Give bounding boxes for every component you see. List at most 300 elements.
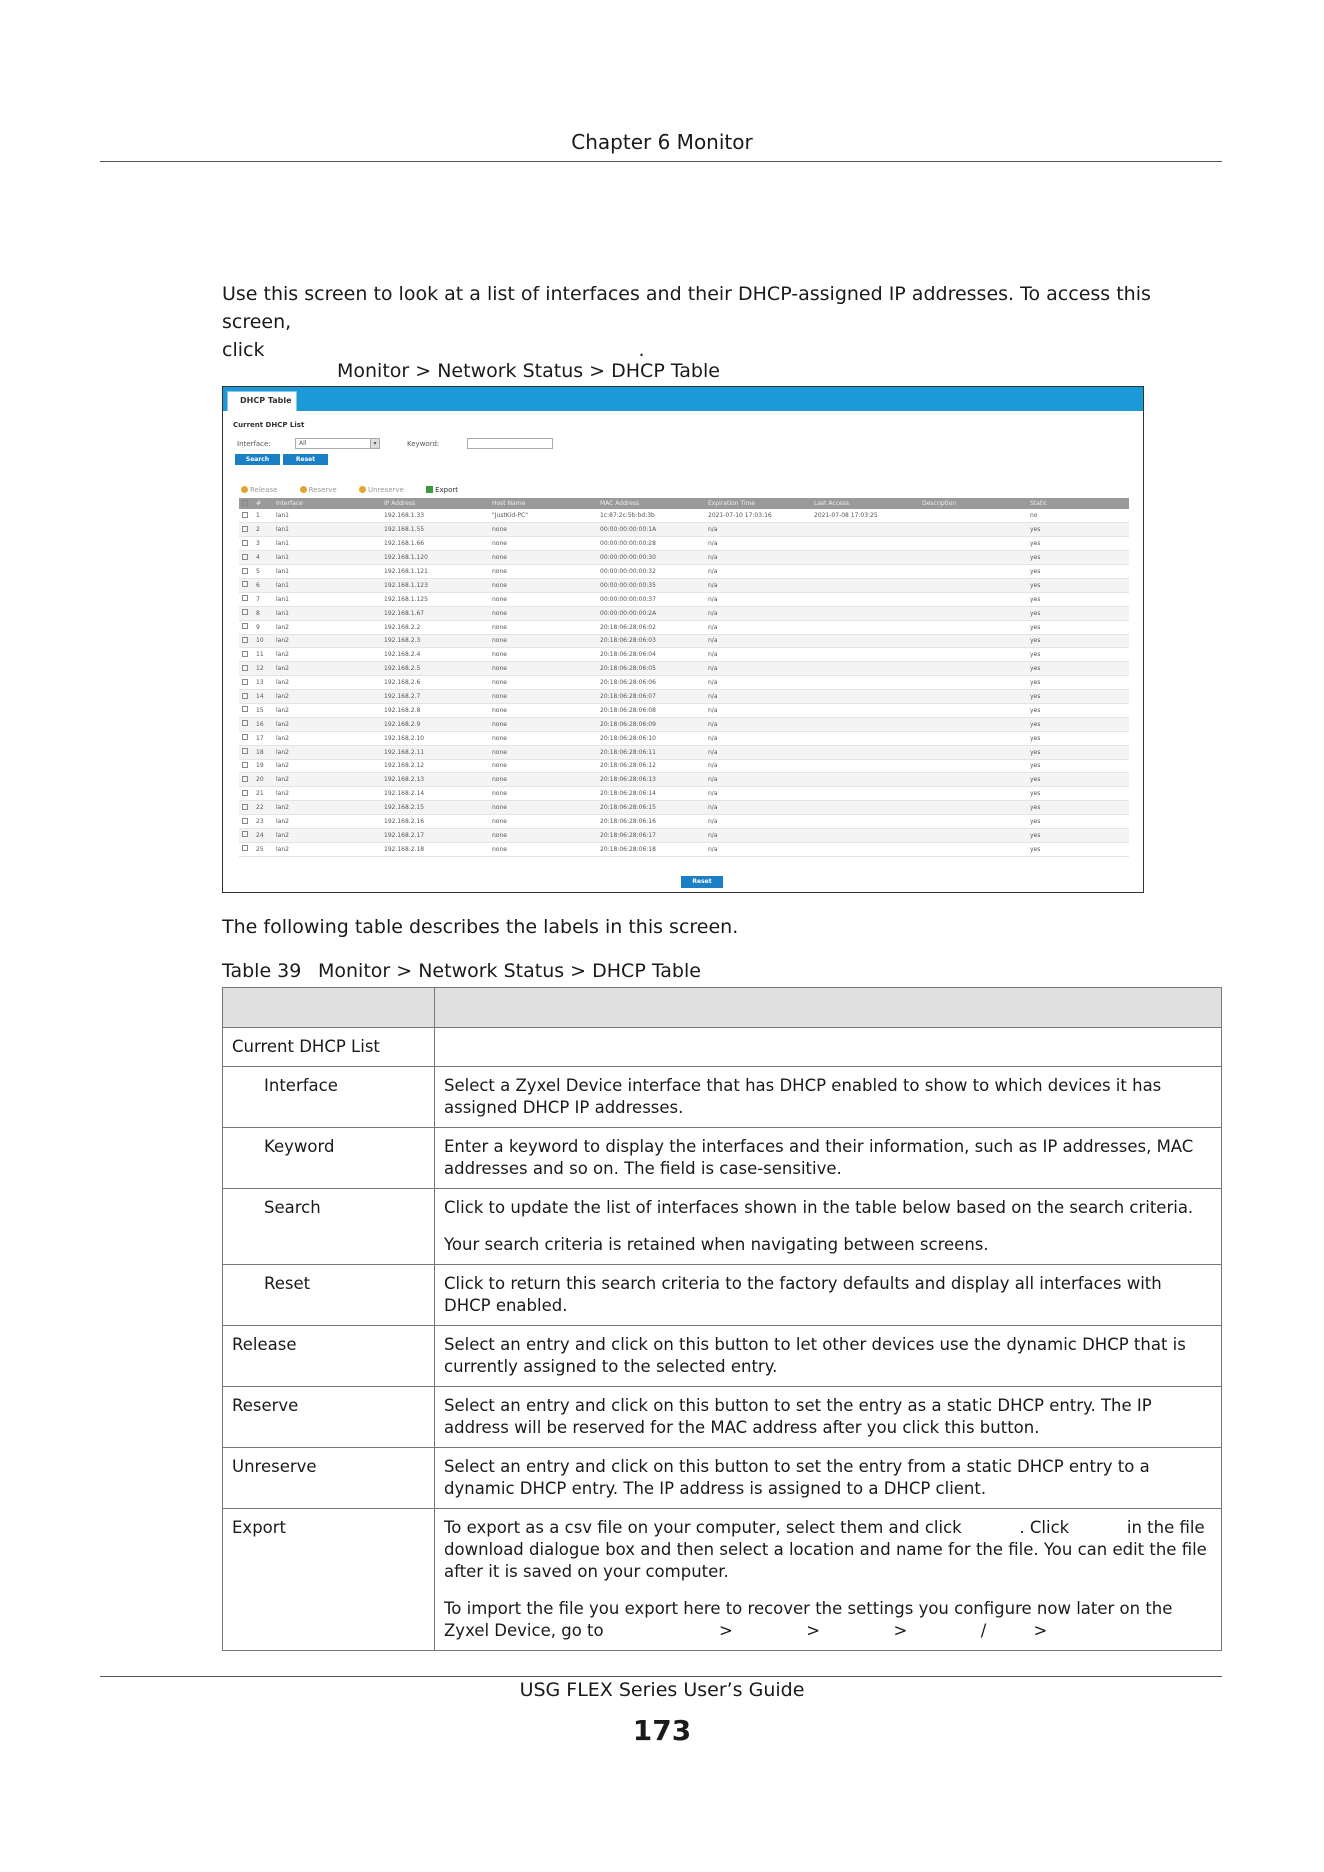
table-row[interactable] [239, 703, 1129, 717]
table-cell: none [489, 592, 597, 606]
label-row [223, 1326, 1222, 1387]
table-cell: 00:00:00:00:00:30 [597, 551, 705, 565]
table-cell: lan2 [273, 676, 381, 690]
table-cell: none [489, 828, 597, 842]
col-header[interactable]: Last Access [811, 498, 919, 509]
row-checkbox[interactable] [239, 662, 253, 676]
table-cell: 25 [253, 842, 273, 856]
table-row[interactable] [239, 523, 1129, 537]
table-cell: yes [1027, 690, 1129, 704]
checkbox-icon [242, 845, 248, 851]
table-cell: 00:00:00:00:00:32 [597, 565, 705, 579]
table-cell: 192.168.2.12 [381, 759, 489, 773]
table-cell [919, 717, 1027, 731]
table-cell: 192.168.2.6 [381, 676, 489, 690]
dhcp-grid-body [239, 509, 1129, 856]
table-cell [919, 592, 1027, 606]
table-row[interactable] [239, 676, 1129, 690]
table-cell: lan1 [273, 592, 381, 606]
table-cell: 20:18:06:28:06:11 [597, 745, 705, 759]
label-row [223, 1509, 1222, 1651]
table-cell: yes [1027, 620, 1129, 634]
col-header[interactable]: Description [919, 498, 1027, 509]
col-header: # [253, 498, 273, 509]
table-cell: none [489, 606, 597, 620]
table-cell: 1c:87:2c:5b:bd:3b [597, 509, 705, 523]
col-header[interactable]: Expiration Time [705, 498, 811, 509]
label-cell: Keyword [223, 1128, 435, 1189]
table-cell: none [489, 676, 597, 690]
checkbox-icon [242, 526, 248, 532]
table-cell: 20:18:06:28:06:02 [597, 620, 705, 634]
table-row[interactable] [239, 592, 1129, 606]
search-button[interactable]: Search [235, 454, 280, 465]
table-cell: 192.168.2.4 [381, 648, 489, 662]
row-checkbox[interactable] [239, 537, 253, 551]
row-checkbox[interactable] [239, 565, 253, 579]
col-header[interactable]: MAC Address [597, 498, 705, 509]
table-cell: n/a [705, 523, 811, 537]
table-cell: 2021-07-08 17:03:25 [811, 509, 919, 523]
table-cell: n/a [705, 592, 811, 606]
table-cell [919, 828, 1027, 842]
table-row[interactable] [239, 509, 1129, 523]
table-cell: 5 [253, 565, 273, 579]
description-line: The following table describes the labels in this screen. [222, 916, 739, 938]
table-cell: 20:18:06:28:06:14 [597, 787, 705, 801]
table-cell: none [489, 815, 597, 829]
table-cell: 192.168.2.8 [381, 703, 489, 717]
label-cell: Release [223, 1326, 435, 1387]
table-cell: none [489, 662, 597, 676]
table-row[interactable] [239, 690, 1129, 704]
table-cell [811, 578, 919, 592]
col-header[interactable]: Static [1027, 498, 1129, 509]
row-checkbox[interactable] [239, 620, 253, 634]
table-cell: none [489, 565, 597, 579]
row-checkbox[interactable] [239, 828, 253, 842]
row-checkbox[interactable] [239, 787, 253, 801]
label-cell: Unreserve [223, 1448, 435, 1509]
table-cell: yes [1027, 773, 1129, 787]
table-cell: n/a [705, 703, 811, 717]
intro-line-1: Use this screen to look at a list of interfaces and their DHCP-assigned IP addresses. To access this screen, [222, 283, 1151, 333]
table-cell: none [489, 801, 597, 815]
table-cell: yes [1027, 703, 1129, 717]
row-checkbox[interactable] [239, 731, 253, 745]
table-cell: lan2 [273, 745, 381, 759]
table-cell: 192.168.2.10 [381, 731, 489, 745]
unreserve-icon [359, 486, 366, 493]
table-cell: 192.168.2.2 [381, 620, 489, 634]
table-cell: 192.168.2.15 [381, 801, 489, 815]
table-cell: lan1 [273, 578, 381, 592]
table-cell: 21 [253, 787, 273, 801]
table-cell: n/a [705, 731, 811, 745]
row-checkbox[interactable] [239, 690, 253, 704]
table-cell [919, 509, 1027, 523]
row-checkbox[interactable] [239, 815, 253, 829]
table-cell: lan1 [273, 606, 381, 620]
table-cell: 00:00:00:00:00:2A [597, 606, 705, 620]
keyword-label: Keyword: [407, 440, 440, 448]
checkbox-icon [242, 720, 248, 726]
table-cell: n/a [705, 648, 811, 662]
table-cell: lan1 [273, 523, 381, 537]
chevron-down-icon: ▾ [370, 439, 379, 448]
table-cell: n/a [705, 717, 811, 731]
reserve-button[interactable] [300, 486, 347, 494]
table-row[interactable] [239, 759, 1129, 773]
checkbox-icon [242, 500, 248, 506]
description-cell [435, 1128, 1222, 1189]
table-cell: 20:18:06:28:06:05 [597, 662, 705, 676]
table-cell: 9 [253, 620, 273, 634]
label-cell: Interface [223, 1067, 435, 1128]
row-checkbox[interactable] [239, 745, 253, 759]
table-cell [811, 717, 919, 731]
table-cell: none [489, 745, 597, 759]
description-text: Click to update the list of interfaces shown in the table below based on the search criteria. [444, 1198, 1194, 1217]
row-checkbox[interactable] [239, 509, 253, 523]
table-cell [919, 634, 1027, 648]
tab-dhcp-table[interactable]: DHCP Table [227, 391, 297, 411]
table-cell: lan2 [273, 634, 381, 648]
description-text: Your search criteria is retained when navigating between screens. [444, 1235, 989, 1254]
checkbox-icon [242, 609, 248, 615]
row-checkbox[interactable] [239, 551, 253, 565]
table-row[interactable] [239, 565, 1129, 579]
table-cell [919, 745, 1027, 759]
release-label: Release [250, 486, 278, 494]
description-text: Select an entry and click on this button to set the entry as a static DHCP entry. The IP address will be reserved for the MAC address after you click this button. [444, 1396, 1157, 1437]
intro-line-2-start: click [222, 339, 265, 361]
table-cell: n/a [705, 828, 811, 842]
table-cell: "JustKid-PC" [489, 509, 597, 523]
row-checkbox[interactable] [239, 759, 253, 773]
label-cell: Search [223, 1189, 435, 1265]
label-cell: Reserve [223, 1387, 435, 1448]
release-button[interactable] [241, 486, 287, 494]
header-rule [100, 161, 1222, 162]
table-cell: none [489, 703, 597, 717]
table-cell [811, 690, 919, 704]
table-cell: none [489, 634, 597, 648]
description-text: Click to return this search criteria to the factory defaults and display all interfaces with DHCP enabled. [444, 1274, 1167, 1315]
reset-button[interactable]: Reset [283, 454, 328, 465]
keyword-input[interactable] [467, 438, 553, 449]
table-cell: 12 [253, 662, 273, 676]
table-cell: 3 [253, 537, 273, 551]
row-checkbox[interactable] [239, 773, 253, 787]
table-cell: n/a [705, 634, 811, 648]
table-cell: lan1 [273, 565, 381, 579]
release-icon [241, 486, 248, 493]
row-checkbox[interactable] [239, 578, 253, 592]
table-cell: 17 [253, 731, 273, 745]
table-cell: 192.168.2.16 [381, 815, 489, 829]
description-text: To import the file you export here to recover the settings you configure now later on the Zyxel Device, go to > > > / > [444, 1599, 1178, 1640]
table-cell: none [489, 759, 597, 773]
table-cell: n/a [705, 787, 811, 801]
table-cell: n/a [705, 606, 811, 620]
table-cell [811, 648, 919, 662]
table-cell: 192.168.1.123 [381, 578, 489, 592]
table-cell: n/a [705, 801, 811, 815]
table-row[interactable] [239, 787, 1129, 801]
table-cell [919, 523, 1027, 537]
checkbox-icon [242, 818, 248, 824]
row-checkbox[interactable] [239, 801, 253, 815]
table-cell: 8 [253, 606, 273, 620]
col-header[interactable]: Interface [273, 498, 381, 509]
table-cell: lan2 [273, 759, 381, 773]
table-cell: none [489, 551, 597, 565]
table-cell: yes [1027, 731, 1129, 745]
table-cell: 24 [253, 828, 273, 842]
table-cell [811, 703, 919, 717]
table-row[interactable] [239, 537, 1129, 551]
table-cell: yes [1027, 551, 1129, 565]
checkbox-icon [242, 623, 248, 629]
section-title: Current DHCP List [233, 421, 305, 429]
table-row[interactable] [239, 648, 1129, 662]
table-cell: n/a [705, 662, 811, 676]
table-cell: lan2 [273, 842, 381, 856]
table-cell: 4 [253, 551, 273, 565]
description-cell [435, 1028, 1222, 1067]
table-cell [919, 551, 1027, 565]
table-cell: 20:18:06:28:06:08 [597, 703, 705, 717]
table-cell: 192.168.2.13 [381, 773, 489, 787]
table-cell [919, 773, 1027, 787]
table-cell: 192.168.2.18 [381, 842, 489, 856]
table-cell: n/a [705, 537, 811, 551]
table-cell: 20:18:06:28:06:07 [597, 690, 705, 704]
table-cell [919, 842, 1027, 856]
table-cell: n/a [705, 745, 811, 759]
label-cell: Export [223, 1509, 435, 1651]
select-all-checkbox[interactable] [239, 498, 253, 509]
table-row[interactable] [239, 801, 1129, 815]
table-row[interactable] [239, 578, 1129, 592]
table-cell: yes [1027, 815, 1129, 829]
chapter-title: Chapter 6 Monitor [571, 130, 753, 154]
row-checkbox[interactable] [239, 842, 253, 856]
description-column-header [435, 988, 1222, 1028]
table-row[interactable] [239, 828, 1129, 842]
table-cell: lan1 [273, 537, 381, 551]
table-cell: 00:00:00:00:00:1A [597, 523, 705, 537]
table-cell: 20:18:06:28:06:17 [597, 828, 705, 842]
bottom-reset-button[interactable]: Reset [681, 876, 723, 888]
label-table-body [223, 1028, 1222, 1651]
intro-paragraph [222, 280, 1222, 364]
dhcp-grid [239, 498, 1129, 857]
table-cell: 20:18:06:28:06:18 [597, 842, 705, 856]
label-row [223, 1189, 1222, 1265]
checkbox-icon [242, 554, 248, 560]
checkbox-icon [242, 512, 248, 518]
table-row[interactable] [239, 551, 1129, 565]
interface-select[interactable] [295, 438, 380, 449]
guide-title: USG FLEX Series User’s Guide [519, 1679, 805, 1701]
table-cell: lan1 [273, 509, 381, 523]
table-cell: 192.168.1.120 [381, 551, 489, 565]
label-description-table [222, 987, 1222, 1651]
row-checkbox[interactable] [239, 717, 253, 731]
row-checkbox[interactable] [239, 523, 253, 537]
table-cell: yes [1027, 745, 1129, 759]
table-row[interactable] [239, 620, 1129, 634]
table-cell [919, 801, 1027, 815]
table-row[interactable] [239, 662, 1129, 676]
table-row[interactable] [239, 745, 1129, 759]
export-label: Export [435, 486, 458, 494]
checkbox-icon [242, 790, 248, 796]
table-cell [811, 662, 919, 676]
interface-label: Interface: [237, 440, 271, 448]
table-cell: lan2 [273, 703, 381, 717]
table-cell [811, 787, 919, 801]
table-cell: 2 [253, 523, 273, 537]
table-cell: 192.168.2.9 [381, 717, 489, 731]
row-checkbox[interactable] [239, 592, 253, 606]
row-checkbox[interactable] [239, 606, 253, 620]
table-cell: lan2 [273, 620, 381, 634]
table-cell: yes [1027, 842, 1129, 856]
table-cell: 7 [253, 592, 273, 606]
table-cell: none [489, 620, 597, 634]
table-cell: none [489, 731, 597, 745]
table-cell: 192.168.2.17 [381, 828, 489, 842]
table-cell: 00:00:00:00:00:35 [597, 578, 705, 592]
table-row[interactable] [239, 634, 1129, 648]
table-cell: n/a [705, 759, 811, 773]
table-row[interactable] [239, 773, 1129, 787]
table-cell: 192.168.1.125 [381, 592, 489, 606]
label-row [223, 1265, 1222, 1326]
table-row[interactable] [239, 717, 1129, 731]
table-cell: lan1 [273, 551, 381, 565]
description-cell [435, 1189, 1222, 1265]
export-button[interactable] [426, 486, 468, 494]
table-cell [811, 759, 919, 773]
table-cell: none [489, 842, 597, 856]
table-cell: yes [1027, 801, 1129, 815]
table-cell [811, 606, 919, 620]
table-number: Table 39 [222, 960, 302, 982]
table-cell: 10 [253, 634, 273, 648]
checkbox-icon [242, 637, 248, 643]
row-checkbox[interactable] [239, 703, 253, 717]
checkbox-icon [242, 831, 248, 837]
table-cell: 00:00:00:00:00:28 [597, 537, 705, 551]
table-row[interactable] [239, 731, 1129, 745]
table-cell: none [489, 773, 597, 787]
label-cell: Current DHCP List [223, 1028, 435, 1067]
table-cell [811, 815, 919, 829]
reserve-icon [300, 486, 307, 493]
row-checkbox[interactable] [239, 676, 253, 690]
table-cell [811, 523, 919, 537]
table-cell: 192.168.1.67 [381, 606, 489, 620]
table-cell: none [489, 648, 597, 662]
description-cell [435, 1326, 1222, 1387]
table-cell: 6 [253, 578, 273, 592]
table-cell: lan2 [273, 731, 381, 745]
description-text: To export as a csv file on your computer, select them and click . Click in the file download dialogue box and then select a location and name for the file. You can edit the file after it is saved on your computer. [444, 1518, 1213, 1581]
table-cell [919, 662, 1027, 676]
table-row[interactable] [239, 842, 1129, 856]
table-cell [919, 676, 1027, 690]
table-cell: 23 [253, 815, 273, 829]
table-cell: yes [1027, 759, 1129, 773]
table-cell: n/a [705, 815, 811, 829]
table-cell: lan2 [273, 815, 381, 829]
table-row[interactable] [239, 606, 1129, 620]
label-row [223, 1028, 1222, 1067]
checkbox-icon [242, 762, 248, 768]
description-cell [435, 1387, 1222, 1448]
checkbox-icon [242, 734, 248, 740]
table-cell: 192.168.1.66 [381, 537, 489, 551]
checkbox-icon [242, 540, 248, 546]
table-cell: 11 [253, 648, 273, 662]
unreserve-button[interactable] [359, 486, 414, 494]
table-cell: 192.168.2.3 [381, 634, 489, 648]
figure-caption [222, 360, 720, 382]
interface-select-value: All [299, 440, 307, 447]
row-checkbox[interactable] [239, 648, 253, 662]
table-cell: lan2 [273, 648, 381, 662]
table-cell: 20 [253, 773, 273, 787]
table-caption-title: Monitor > Network Status > DHCP Table [318, 960, 701, 982]
checkbox-icon [242, 804, 248, 810]
label-table-header [223, 988, 1222, 1028]
table-cell: n/a [705, 551, 811, 565]
checkbox-icon [242, 595, 248, 601]
description-cell [435, 1448, 1222, 1509]
table-cell: yes [1027, 565, 1129, 579]
table-row[interactable] [239, 815, 1129, 829]
table-cell [811, 592, 919, 606]
table-cell: 20:18:06:28:06:16 [597, 815, 705, 829]
table-toolbar [241, 486, 478, 494]
label-column-header [223, 988, 435, 1028]
table-cell: none [489, 787, 597, 801]
table-cell: n/a [705, 842, 811, 856]
table-cell [919, 578, 1027, 592]
table-cell: 15 [253, 703, 273, 717]
table-cell [811, 801, 919, 815]
table-cell [811, 842, 919, 856]
table-cell: n/a [705, 690, 811, 704]
table-cell: 20:18:06:28:06:10 [597, 731, 705, 745]
row-checkbox[interactable] [239, 634, 253, 648]
table-cell: 18 [253, 745, 273, 759]
table-cell: none [489, 578, 597, 592]
table-cell: yes [1027, 592, 1129, 606]
table-cell: yes [1027, 787, 1129, 801]
unreserve-label: Unreserve [367, 486, 404, 494]
table-cell [919, 606, 1027, 620]
col-header[interactable]: IP Address [381, 498, 489, 509]
table-cell: 20:18:06:28:06:04 [597, 648, 705, 662]
table-cell [919, 703, 1027, 717]
col-header[interactable]: Host Name [489, 498, 597, 509]
table-caption [222, 960, 701, 982]
